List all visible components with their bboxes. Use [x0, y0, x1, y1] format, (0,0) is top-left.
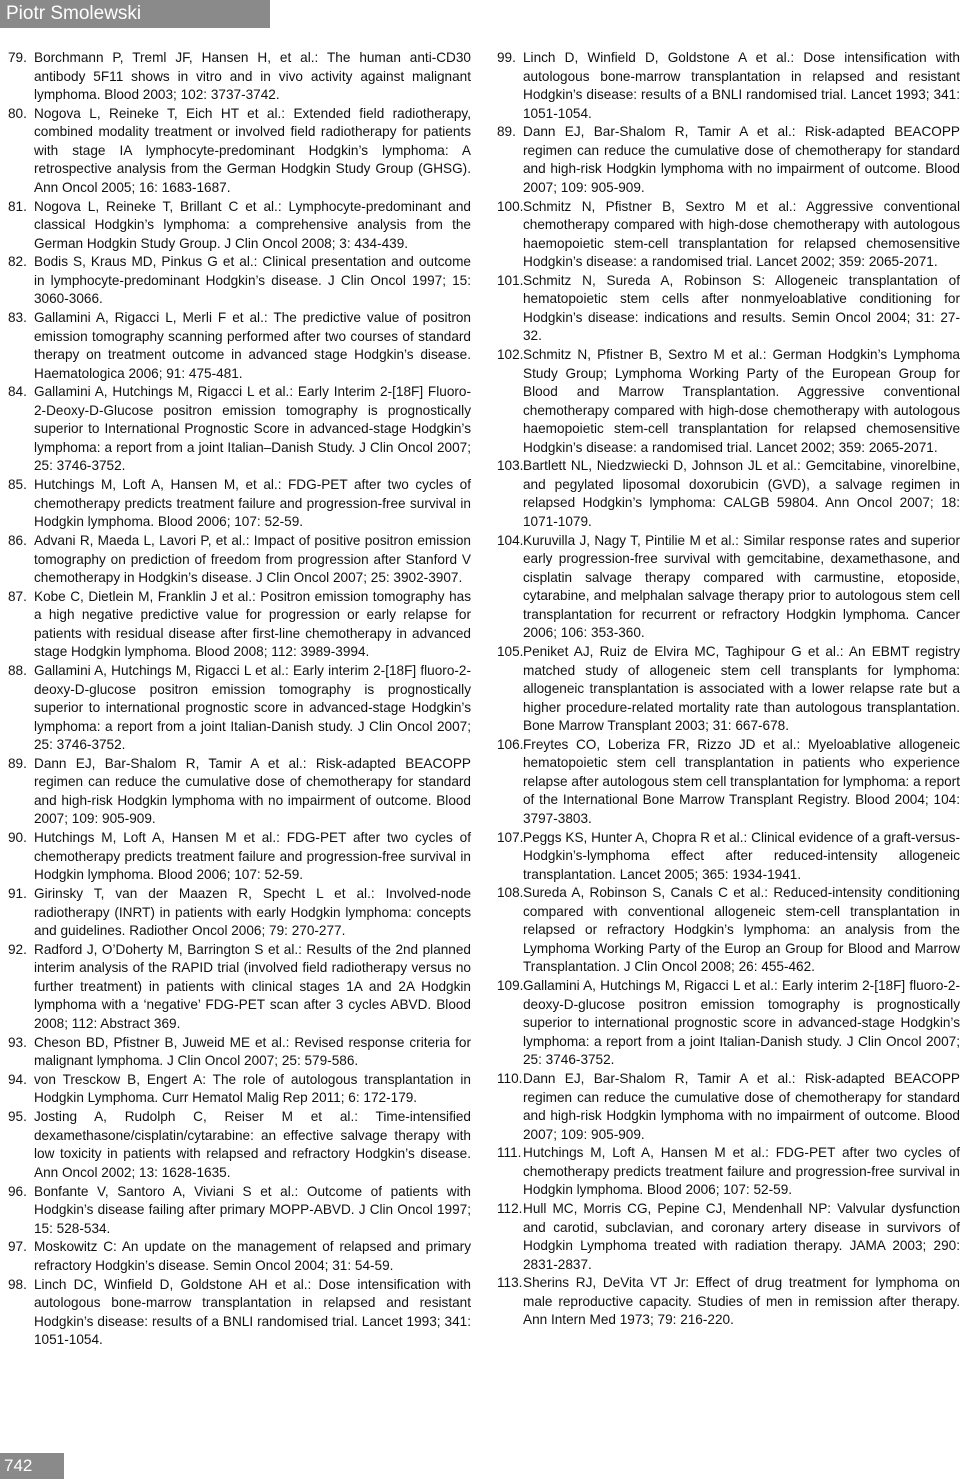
reference-number: 107. [497, 829, 524, 845]
reference-entry [497, 643, 960, 736]
reference-number: 83. [8, 310, 27, 326]
reference-text: Nogova L, Reineke T, Eich HT et al.: Extended field radiotherapy, combined modality treatment or involved field radiotherapy for patients with stage IA lymphocyte-predominant Hodgkin’s lymphoma: A retrospective analysis from the German Hodgkin Study Group (GHSG). Ann Oncol 2005; 16: 1683-1687. [34, 105, 471, 195]
page-number-tab [0, 1453, 64, 1479]
reference-entry [8, 532, 471, 588]
reference-entry [497, 457, 960, 531]
reference-number: 89. [8, 755, 27, 771]
header-author: Piotr Smolewski [6, 3, 142, 24]
reference-number: 90. [8, 830, 27, 846]
reference-text: Kuruvilla J, Nagy T, Pintilie M et al.: Similar response rates and superior early progression-free survival with gemcitabine, dexamethasone, and cisplatin salvage therapy compared with carmustine, etoposide, cytarabine, and melphalan salvage therapy prior to autologous stem cell transplantation for recurrent or refractory Hodgkin lymphoma. Cancer 2006; 106: 353-360. [523, 532, 960, 641]
reference-number: 81. [8, 198, 27, 214]
reference-entry [8, 383, 471, 476]
reference-number: 92. [8, 941, 27, 957]
reference-number: 93. [8, 1034, 27, 1050]
reference-entry [497, 49, 960, 123]
reference-text: Cheson BD, Pfistner B, Juweid ME et al.: Revised response criteria for malignant lymphoma. J Clin Oncol 2007; 25: 579-586. [34, 1034, 471, 1069]
reference-entry [8, 755, 471, 829]
reference-number: 85. [8, 477, 27, 493]
reference-text: Gallamini A, Hutchings M, Rigacci L et al.: Early interim 2-[18F] fluoro-2-deoxy-D-glucose positron emission tomography is prognostically superior to international prognostic score in advanced-stage Hodgkin’s lymphoma: a report from a joint Italian-Danish study. J Clin Oncol 2007; 25: 3746-3752. [34, 663, 471, 753]
reference-entry [497, 1200, 960, 1274]
reference-text: Gallamini A, Rigacci L, Merli F et al.: The predictive value of positron emission tomography scanning performed after two courses of standard therapy on treatment outcome in advanced stage Hodgkin’s disease. Haematologica 2006; 91: 475-481. [34, 310, 471, 381]
reference-entry [8, 1238, 471, 1275]
reference-text: Advani R, Maeda L, Lavori P, et al.: Impact of positive positron emission tomography on prediction of freedom from progression after Stanford V chemotherapy in Hodgkin’s disease. J Clin Oncol 2007; 25: 3902-3907. [34, 533, 471, 586]
reference-number: 94. [8, 1071, 27, 1087]
reference-number: 101. [497, 272, 524, 288]
reference-entry [8, 829, 471, 885]
reference-entry [8, 885, 471, 941]
reference-number: 99. [497, 50, 516, 65]
reference-entry [497, 532, 960, 643]
reference-entry [497, 977, 960, 1070]
reference-text: Girinsky T, van der Maazen R, Specht L et al.: Involved-node radiotherapy (INRT) in patients with early Hodgkin lymphoma: concepts and guidelines. Radiother Oncol 2006; 79: 270-277. [34, 886, 471, 939]
reference-number: 108. [497, 885, 524, 901]
reference-text: Linch DC, Winfield D, Goldstone AH et al.: Dose intensification with autologous bone-marrow transplantation in relapsed and resistant Hodgkin’s disease: results of a BNLI randomised trial. Lancet 1993; 341: 1051-1054. [34, 1276, 471, 1348]
reference-entry [497, 829, 960, 885]
reference-entry [8, 198, 471, 254]
reference-entry [497, 1070, 960, 1144]
reference-text: Linch D, Winfield D, Goldstone A et al.: Dose intensification with autologous bone-marrow transplantation in relapsed and resistant Hodgkin’s disease: results of a BNLI randomised trial. Lancet 1993; 341: 1051-1054. [523, 50, 960, 121]
page-number: 742 [4, 1456, 33, 1475]
reference-entry [8, 1071, 471, 1108]
reference-number: 113. [497, 1275, 523, 1291]
running-header [0, 0, 270, 28]
reference-number: 97. [8, 1239, 27, 1255]
reference-text: Schmitz N, Pfistner B, Sextro M et al.: German Hodgkin’s Lymphoma Study Group; Lymphoma Working Party of the European Group for Blood and Marrow Transplantation. Aggressive conventional chemotherapy compared with high-dose chemotherapy with autologous haemopoietic stem-cell transplantation for relapsed chemosensitive Hodgkin’s disease: a randomised trial. Lancet 2002; 359: 2065-2071. [523, 347, 960, 455]
reference-number: 88. [8, 663, 27, 679]
reference-entry [497, 1274, 960, 1330]
references-right-column [497, 49, 960, 1330]
reference-text: Dann EJ, Bar-Shalom R, Tamir A et al.: Risk-adapted BEACOPP regimen can reduce the cumulative dose of chemotherapy for standard and high-risk Hodgkin lymphoma with no impairment of outcome. Blood 2007; 109: 905-909. [523, 1071, 960, 1142]
reference-number: 111. [497, 1145, 522, 1161]
reference-text: Bonfante V, Santoro A, Viviani S et al.: Outcome of patients with Hodgkin’s disease failing after primary MOPP-ABVD. J Clin Oncol 1997; 15: 528-534. [34, 1183, 471, 1236]
reference-number: 109. [497, 978, 524, 994]
reference-text: Schmitz N, Pfistner B, Sextro M et al.: Aggressive conventional chemotherapy compared with high-dose chemotherapy with autologous haemopoietic stem-cell transplantation for relapsed chemosensitive Hodgkin’s disease: a randomised trial. Lancet 2002; 359: 2065-2071. [523, 198, 960, 270]
reference-text: Bodis S, Kraus MD, Pinkus G et al.: Clinical presentation and outcome in lymphocyte-predominant Hodgkin’s disease. J Clin Oncol 1997; 15: 3060-3066. [34, 254, 471, 307]
reference-entry [8, 476, 471, 532]
reference-number: 96. [8, 1183, 27, 1199]
reference-text: Sureda A, Robinson S, Canals C et al.: Reduced-intensity conditioning compared with conventional allogeneic stem-cell transplantation in relapsed or refractory Hodgkin’s lymphoma: an analysis from the Lymphoma Working Party of the Europ an Group for Blood and Marrow Transplantation. J Clin Oncol 2008; 26: 455-462. [523, 885, 960, 975]
reference-number: 87. [8, 588, 27, 604]
reference-text: Dann EJ, Bar-Shalom R, Tamir A et al.: Risk-adapted BEACOPP regimen can reduce the cumulative dose of chemotherapy for standard and high-risk Hodgkin lymphoma with no impairment of outcome. Blood 2007; 109: 905-909. [523, 124, 960, 195]
reference-text: Radford J, O’Doherty M, Barrington S et al.: Results of the 2nd planned interim analysis of the RAPID trial (involved field radiotherapy versus no further treatment) in patients with clinical stages 1A and 2A Hodgkin lymphoma with a ‘negative’ FDG-PET scan after 3 cycles ABVD. Blood 2008; 112: Abstract 369. [34, 941, 471, 1031]
reference-text: Gallamini A, Hutchings M, Rigacci L et al.: Early interim 2-[18F] fluoro-2-deoxy-D-glucose positron emission tomography is prognostically superior to international prognostic score in advanced-stage Hodgkin’s lymphoma: a report from a joint Italian-Danish study. J Clin Oncol 2007; 25: 3746-3752. [523, 978, 960, 1068]
reference-text: Hutchings M, Loft A, Hansen M et al.: FDG-PET after two cycles of chemotherapy predicts treatment failure and progression-free survival in Hodgkin lymphoma. Blood 2006; 107: 52-59. [34, 830, 471, 883]
reference-number: 95. [8, 1109, 27, 1125]
reference-number: 84. [8, 384, 27, 400]
reference-text: Kobe C, Dietlein M, Franklin J et al.: Positron emission tomography has a high negative predictive value for progression or early relapse for patients with residual disease after first-line chemotherapy in advanced stage Hodgkin lymphoma. Blood 2008; 112: 3989-3994. [34, 588, 471, 660]
reference-entry [8, 253, 471, 309]
reference-entry [8, 1034, 471, 1071]
reference-number: 89. [497, 124, 516, 140]
reference-entry [497, 884, 960, 977]
reference-number: 100. [497, 198, 524, 214]
reference-text: Borchmann P, Treml JF, Hansen H, et al.: The human anti-CD30 antibody 5F11 shows in vitro and in vivo activity against malignant lymphoma. Blood 2003; 102: 3737-3742. [34, 50, 471, 102]
reference-number: 86. [8, 533, 27, 549]
reference-entry [8, 105, 471, 198]
reference-text: Nogova L, Reineke T, Brillant C et al.: Lymphocyte-predominant and classical Hodgkin’s lymphoma: a comprehensive analysis from the German Hodgkin Study Group. J Clin Oncol 2008; 3: 434-439. [34, 198, 471, 251]
reference-text: von Tresckow B, Engert A: The role of autologous transplantation in Hodgkin Lymphoma. Curr Hematol Malig Rep 2011; 6: 172-179. [34, 1071, 471, 1106]
reference-entry [8, 588, 471, 662]
reference-text: Josting A, Rudolph C, Reiser M et al.: Time-intensified dexamethasone/cisplatin/cytarabine: an effective salvage therapy with low toxicity in patients with relapsed and refractory Hodgkin’s disease. Ann Oncol 2002; 13: 1628-1635. [34, 1109, 471, 1180]
reference-number: 82. [8, 254, 27, 270]
reference-entry [497, 736, 960, 829]
reference-entry [497, 1144, 960, 1200]
reference-number: 102. [497, 347, 524, 363]
reference-entry [8, 309, 471, 383]
reference-text: Gallamini A, Hutchings M, Rigacci L et al.: Early Interim 2-[18F] Fluoro-2-Deoxy-D-Glucose positron emission tomography is prognostically superior to International Prognostic Score in advanced-stage Hodgkin’s lymphoma: a report from a joint Italian–Danish Study. J Clin Oncol 2007; 25: 3746-3752. [34, 384, 471, 474]
reference-entry [8, 49, 471, 105]
reference-number: 104. [497, 532, 524, 548]
reference-number: 112. [497, 1201, 523, 1217]
reference-number: 105. [497, 644, 524, 660]
reference-text: Hutchings M, Loft A, Hansen M et al.: FDG-PET after two cycles of chemotherapy predicts treatment failure and progression-free survival in Hodgkin lymphoma. Blood 2006; 107: 52-59. [523, 1145, 960, 1198]
reference-number: 80. [8, 105, 27, 121]
reference-text: Hutchings M, Loft A, Hansen M, et al.: FDG-PET after two cycles of chemotherapy predicts treatment failure and progression-free survival in Hodgkin lymphoma. Blood 2006; 107: 52-59. [34, 477, 471, 530]
reference-number: 106. [497, 736, 524, 752]
reference-text: Dann EJ, Bar-Shalom R, Tamir A et al.: Risk-adapted BEACOPP regimen can reduce the cumulative dose of chemotherapy for standard and high-risk Hodgkin lymphoma with no impairment of outcome. Blood 2007; 109: 905-909. [34, 755, 471, 827]
reference-entry [497, 346, 960, 457]
reference-number: 91. [8, 886, 27, 902]
reference-entry [8, 1183, 471, 1239]
reference-entry [497, 123, 960, 197]
reference-entry [8, 1276, 471, 1350]
reference-number: 110. [497, 1071, 523, 1087]
reference-text: Moskowitz C: An update on the management of relapsed and primary refractory Hodgkin’s disease. Semin Oncol 2004; 31: 54-59. [34, 1239, 471, 1273]
reference-text: Sherins RJ, DeVita VT Jr: Effect of drug treatment for lymphoma on male reproductive capacity. Studies of men in remission after therapy. Ann Intern Med 1973; 79: 216-220. [523, 1275, 960, 1328]
reference-text: Hull MC, Morris CG, Pepine CJ, Mendenhall NP: Valvular dysfunction and carotid, subclavian, and coronary artery disease in survivors of Hodgkin Lymphoma treated with radiation therapy. JAMA 2003; 290: 2831-2837. [523, 1201, 960, 1272]
reference-entry [8, 941, 471, 1034]
reference-text: Peggs KS, Hunter A, Chopra R et al.: Clinical evidence of a graft-versus-Hodgkin’s-lymphoma effect after reduced-intensity allogeneic transplantation. Lancet 2005; 365: 1934-1941. [523, 829, 960, 882]
reference-text: Schmitz N, Sureda A, Robinson S: Allogeneic transplantation of hematopoietic stem cells after nonmyeloablative conditioning for Hodgkin’s disease: indications and results. Semin Oncol 2004; 31: 27-32. [523, 272, 960, 344]
reference-entry [8, 1108, 471, 1182]
reference-entry [497, 272, 960, 346]
reference-number: 98. [8, 1276, 27, 1292]
reference-entry [497, 198, 960, 272]
reference-entry [8, 662, 471, 755]
reference-text: Peniket AJ, Ruiz de Elvira MC, Taghipour G et al.: An EBMT registry matched study of allogeneic stem cell transplants for lymphoma: allogeneic transplantation is associated with a lower relapse rate but a higher procedure-related mortality rate than autologous transplantation. Bone Marrow Transplant 2003; 31: 667-678. [523, 644, 960, 734]
reference-number: 79. [8, 50, 27, 65]
references-left-column [8, 49, 471, 1350]
reference-number: 103. [497, 458, 524, 474]
reference-text: Freytes CO, Loberiza FR, Rizzo JD et al.: Myeloablative allogeneic hematopoietic stem cell transplantation in patients who experience relapse after autologous stem cell transplantation for lymphoma: a report of the International Bone Marrow Transplant Registry. Blood 2004; 104: 3797-3803. [523, 736, 960, 826]
reference-text: Bartlett NL, Niedzwiecki D, Johnson JL et al.: Gemcitabine, vinorelbine, and pegylated liposomal doxorubicin (GVD), a salvage regimen in relapsed Hodgkin’s lymphoma: CALGB 59804. Ann Oncol 2007; 18: 1071-1079. [523, 458, 960, 529]
